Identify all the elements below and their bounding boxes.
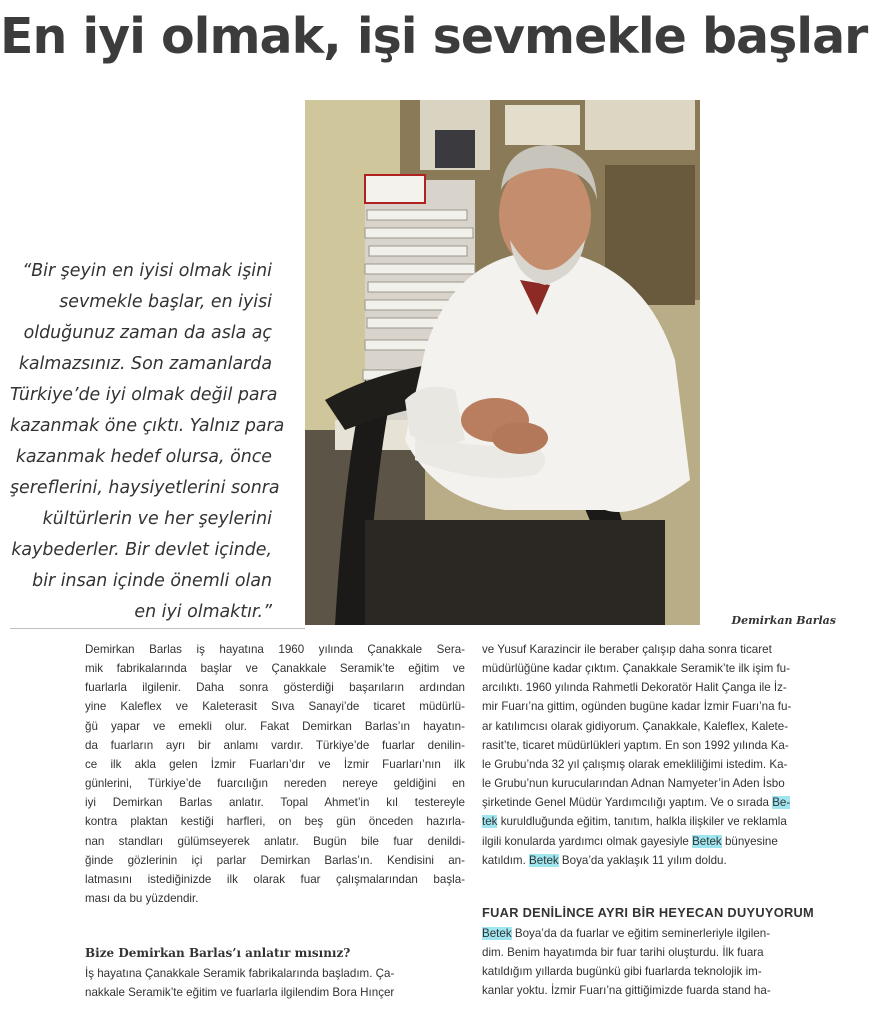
body-line: günlerini, Türkiye’de fuarcılığın nereden nereye geldiğini en [85,777,465,791]
section-subheading: FUAR DENİLİNCE AYRI BİR HEYECAN DUYUYORUM [482,905,815,920]
body-text: Boya’da yaklaşık 11 yılım doldu. [558,853,727,867]
body-line: da fuarların ayrı bir anlamı vardır. Türkiye’de fuarlar denilin- [85,738,465,752]
body-line: le Grubu’nda 32 yıl çalışmış olarak emekliliğimi istedim. Ka- [482,757,788,771]
body-line: mik fabrikalarında başlar ve Çanakkale Seramik’te eğitim ve [85,662,465,676]
body-line: dim. Benim hayatımda bir fuar tarihi oluşturdu. İlk fuara [482,946,764,960]
body-line [482,812,858,831]
pull-quote-line: sevmekle başlar, en iyisi [59,292,272,312]
article-headline: En iyi olmak, işi sevmekle başlar [0,8,868,65]
pull-quote-line: kültürlerin ve her şeylerini [42,509,272,529]
portrait-photo-illustration [305,100,700,625]
body-line: kanlar yoktu. İzmir Fuarı’na gittiğimizde fuarda stand ha- [482,984,771,998]
body-line: arcılıktı. 1960 yılında Rahmetli Dekoratör Halit Çanga ile İz- [482,681,787,695]
divider-rule [10,628,305,629]
body-line: ması da bu yüzdendir. [85,892,199,906]
body-line: ar katılımcısı olarak gidiyorum. Çanakkale, Kaleflex, Kalete- [482,719,789,733]
pull-quote-line: “Bir şeyin en iyisi olmak işini [22,261,272,281]
right-column-paragraph [482,640,858,870]
body-line: müdürlüğüne kadar çıktım. Çanakkale Seramik’te ilk işim fu- [482,662,790,676]
brand-highlight: Betek [482,927,512,940]
pull-quote [10,256,285,628]
body-line [482,851,858,870]
pull-quote-line: kazanmak öne çıktı. Yalnız para [10,416,285,436]
pull-quote-line: şereflerini, haysiyetlerini sonra [10,478,280,498]
body-line: mir Fuarı’na gittim, ogünden bugüne kadar İzmir Fuarı’na fu- [482,700,792,714]
body-line: le Grubu’nun kurucularından Adnan Namyeter’in Aden İsbo [482,777,785,791]
body-line: fuarlarla ilgilenir. Daha sonra gösterdiği başarıların ardından [85,681,465,695]
brand-highlight: Be- [772,796,791,810]
body-line: yine Kaleflex ve Kaleterasit Sıva Sanayi’de ticaret müdürlü- [85,700,465,714]
pull-quote-line: kazanmak hedef olursa, önce [15,447,272,467]
brand-highlight: tek [482,815,498,829]
question-heading: Bize Demirkan Barlas’ı anlatır mısınız? [85,946,351,960]
body-text: bünyesine [721,834,778,848]
body-line: iyi Demirkan Barlas anlatır. Topal Ahmet’in kıl testereyle [85,796,465,810]
body-line: nan standları gülümseyerek anlatır. Bugün bile fuar denildi- [85,834,465,848]
pull-quote-line: olduğunuz zaman da asla aç [23,323,272,343]
body-line: nakkale Seramik’te eğitim ve fuarlarla ilgilendim Bora Hınçer [85,986,395,1000]
pull-quote-line: kaybederler. Bir devlet içinde, [11,540,272,560]
pull-quote-line: en iyi olmaktır.” [134,602,272,622]
body-line: ce ilk akla gelen İzmir Fuarları’dır ve İzmir Fuarları’nın ilk [85,757,465,771]
body-line: kontra plaktan kestiği harfleri, on beş gün önceden hazırla- [85,815,465,829]
body-text: Boya’da da fuarlar ve eğitim seminerleriyle ilgilen- [511,927,771,940]
body-line: ğü yapar ve emekli olur. Fakat Demirkan Barlas’ın hayatın- [85,719,465,733]
pull-quote-line: kalmazsınız. Son zamanlarda [18,354,272,374]
pull-quote-line: bir insan içinde önemli olan [32,571,272,591]
body-text: katıldım. [482,853,530,867]
photo-caption: Demirkan Barlas [731,614,836,627]
body-line: katıldığım yıllarda bugünkü gibi fuarlarda teknolojik im- [482,965,762,979]
body-line [482,832,858,851]
body-text: kuruldluğunda eğitim, tanıtım, halkla ilişkiler ve reklamla [497,815,787,829]
body-text: şirketinde Genel Müdür Yardımcılığı yaptım. Ve o sırada [482,796,773,810]
body-line: latmasını istediğinizde ilk olarak fuar çalışmalarından başla- [85,872,465,886]
body-line: ğinde gözlerinin içi parlar Demirkan Barlas’ın. Kendisini an- [85,853,465,867]
portrait-photo [305,100,700,625]
body-line [482,924,858,943]
body-line: İş hayatına Çanakkale Seramik fabrikalarında başladım. Ça- [85,967,395,980]
pull-quote-line: Türkiye’de iyi olmak değil para [10,385,278,405]
body-text: ilgili konularda yardımcı olmak gayesiyle [482,834,693,848]
subsection-paragraph [482,924,858,1001]
body-line [482,793,858,812]
brand-highlight: Betek [529,853,559,867]
body-line: rasit’te, ticaret müdürlükleri yaptım. En son 1992 yılında Ka- [482,738,789,752]
intro-paragraph [85,640,465,908]
answer-paragraph [85,964,465,1002]
brand-highlight: Betek [692,834,722,848]
body-line: Demirkan Barlas iş hayatına 1960 yılında Çanakkale Sera- [85,643,465,656]
body-line: ve Yusuf Karazincir ile beraber çalışıp daha sonra ticaret [482,643,772,656]
